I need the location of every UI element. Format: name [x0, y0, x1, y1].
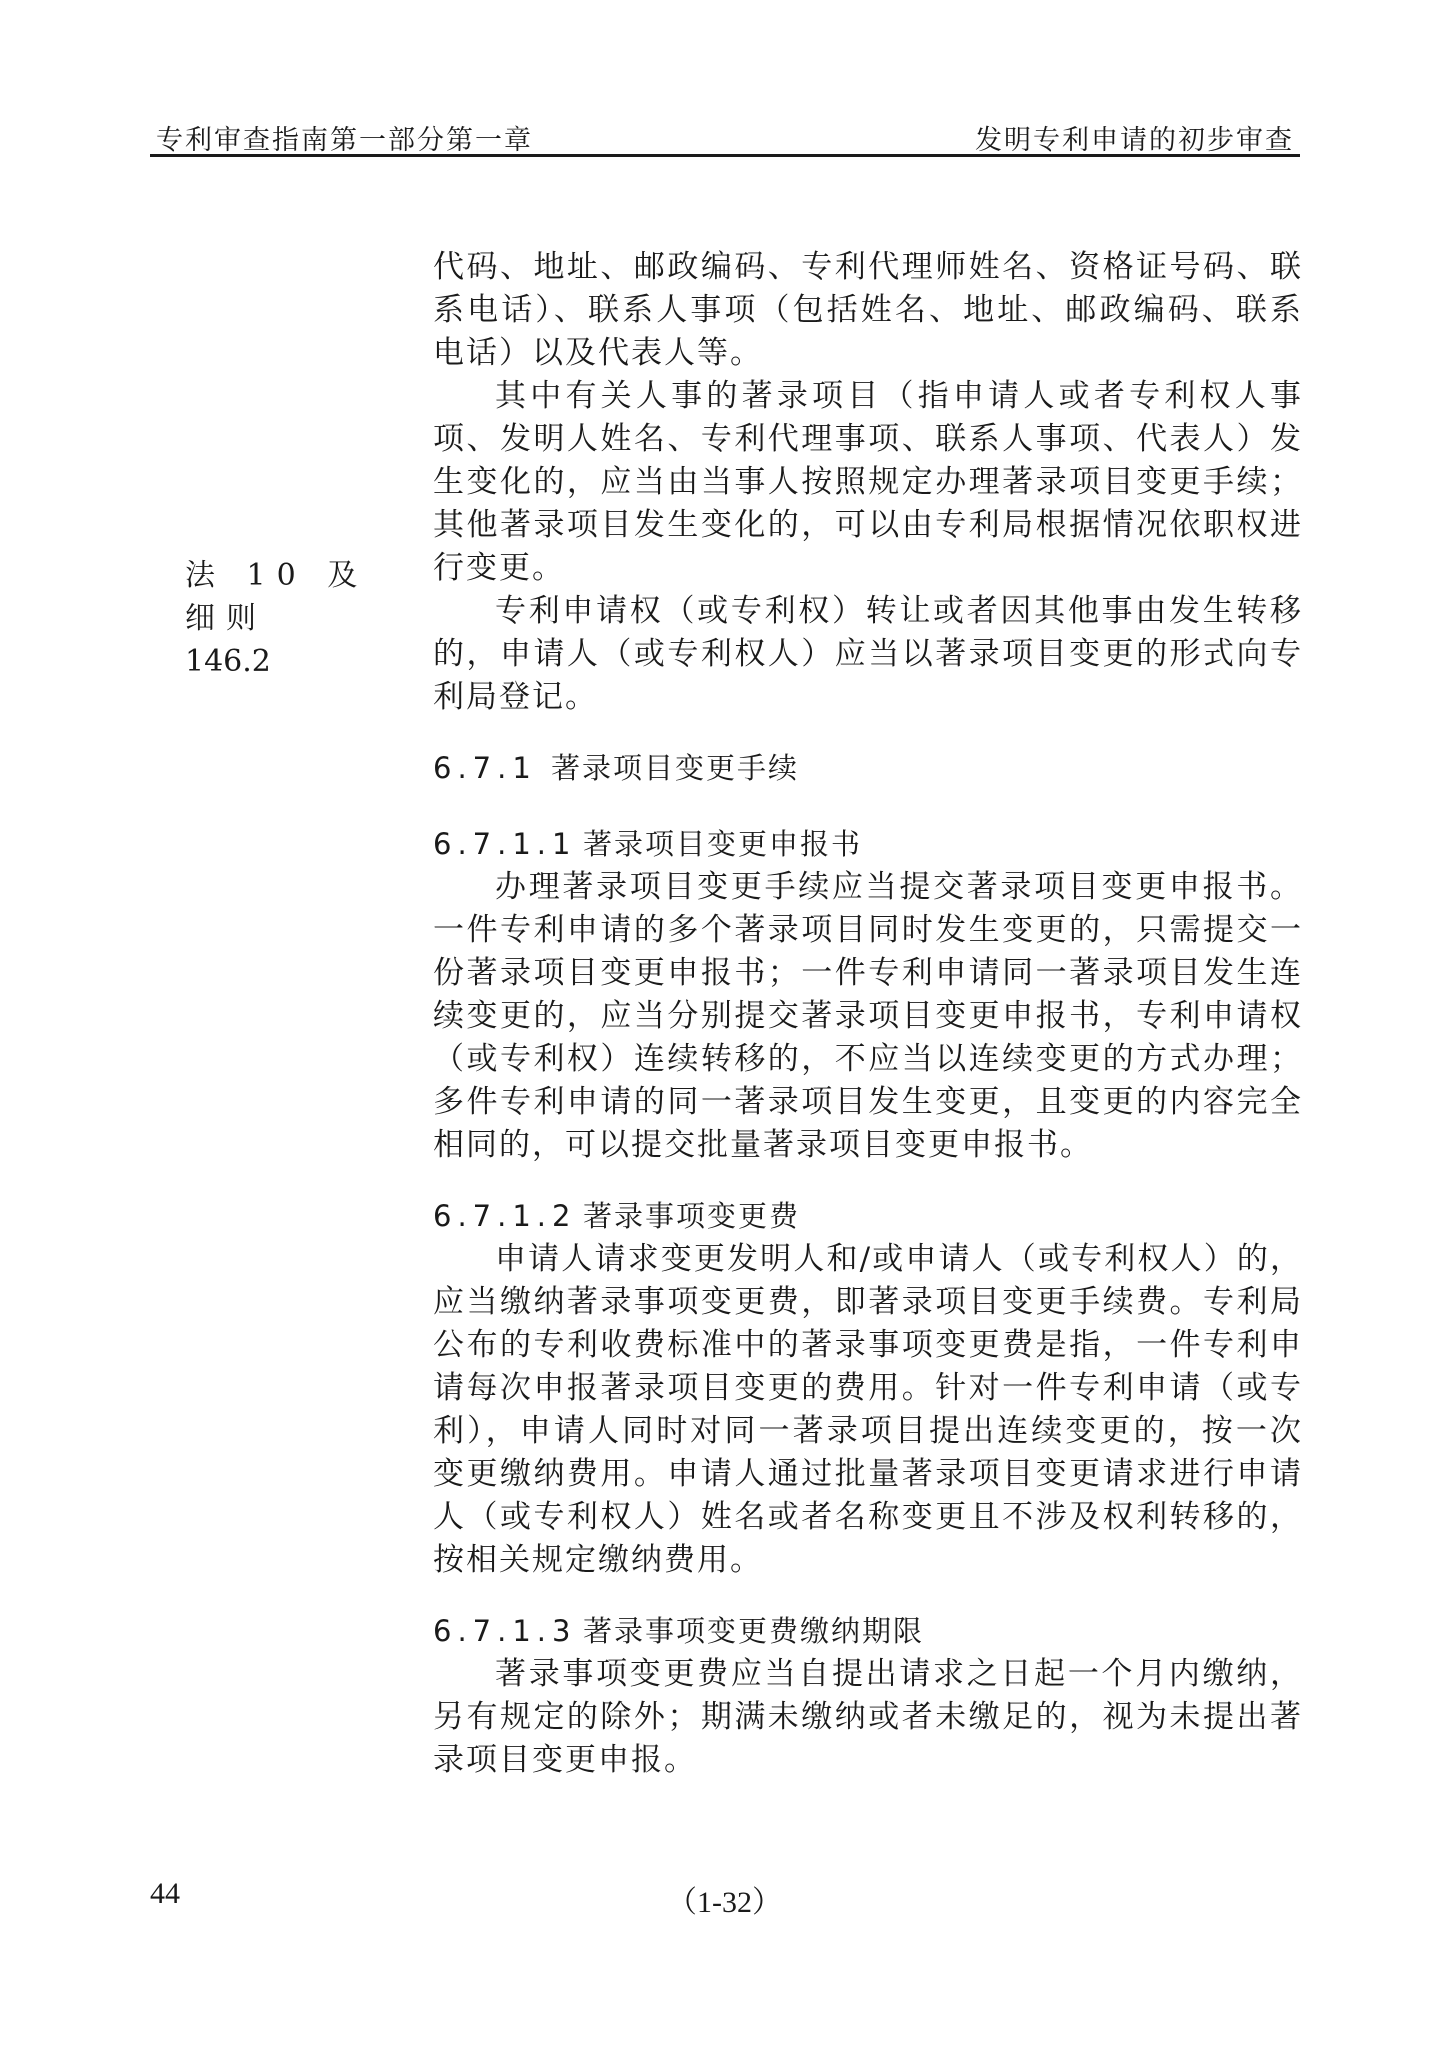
paragraph-fee-deadline: 著录事项变更费应当自提出请求之日起一个月内缴纳，另有规定的除外；期满未缴纳或者未缴足的，视为未提出著录项目变更申报。 — [433, 1656, 1303, 1778]
section-title: 著录事项变更费缴纳期限 — [583, 1614, 925, 1648]
header-chapter-title: 专利审查指南第一部分第一章 — [156, 125, 533, 156]
paragraph-continued: 代码、地址、邮政编码、专利代理师姓名、资格证号码、联系电话）、联系人事项（包括姓名、地址、邮政编码、联系电话）以及代表人等。 — [433, 249, 1303, 371]
section-number: 6.7.1.1 — [433, 827, 577, 861]
section-number: 6.7.1 — [433, 751, 537, 785]
margin-note-line1: 法 10 及细则 — [185, 558, 369, 636]
section-title: 著录事项变更费 — [583, 1199, 801, 1233]
section-heading-6-7-1-1 — [433, 823, 1303, 866]
paragraph-change-fee: 申请人请求变更发明人和/或申请人（或专利权人）的，应当缴纳著录事项变更费，即著录项目变更手续费。专利局公布的专利收费标准中的著录事项变更费是指，一件专利申请每次申报著录项目变更的费用。针对一件专利申请（或专利），申请人同时对同一著录项目提出连续变更的，按一次变更缴纳费用。申请人通过批量著录项目变更请求进行申请人（或专利权人）姓名或者名称变更且不涉及权利转移的，按相关规定缴纳费用。 — [433, 1241, 1303, 1578]
section-number: 6.7.1.3 — [433, 1614, 577, 1648]
paragraph-personnel-items: 其中有关人事的著录项目（指申请人或者专利权人事项、发明人姓名、专利代理事项、联系人事项、代表人）发生变化的，应当由当事人按照规定办理著录项目变更手续；其他著录项目发生变化的，可以由专利局根据情况依职权进行变更。 — [433, 378, 1303, 586]
section-number: 6.7.1.2 — [433, 1199, 577, 1233]
page-number: 44 — [150, 1877, 180, 1910]
section-heading-6-7-1 — [433, 747, 1303, 790]
chapter-page-number: （1-32） — [667, 1886, 782, 1919]
header-section-title: 发明专利申请的初步审查 — [975, 125, 1294, 156]
margin-note-law-reference — [185, 554, 405, 683]
margin-note-line2: 146.2 — [185, 644, 271, 679]
section-title: 著录项目变更申报书 — [583, 827, 863, 861]
paragraph-transfer: 专利申请权（或专利权）转让或者因其他事由发生转移的，申请人（或专利权人）应当以著录项目变更的形式向专利局登记。 — [433, 593, 1303, 715]
running-header — [150, 112, 1300, 157]
paragraph-declaration-form: 办理著录项目变更手续应当提交著录项目变更申报书。一件专利申请的多个著录项目同时发生变更的，只需提交一份著录项目变更申报书；一件专利申请同一著录项目发生连续变更的，应当分别提交著录项目变更申报书，专利申请权（或专利权）连续转移的，不应当以连续变更的方式办理；多件专利申请的同一著录项目发生变更，且变更的内容完全相同的，可以提交批量著录项目变更申报书。 — [433, 869, 1303, 1163]
section-title: 著录项目变更手续 — [551, 751, 800, 785]
section-heading-6-7-1-3 — [433, 1610, 1303, 1653]
section-heading-6-7-1-2 — [433, 1195, 1303, 1238]
body-text — [433, 246, 1303, 1782]
